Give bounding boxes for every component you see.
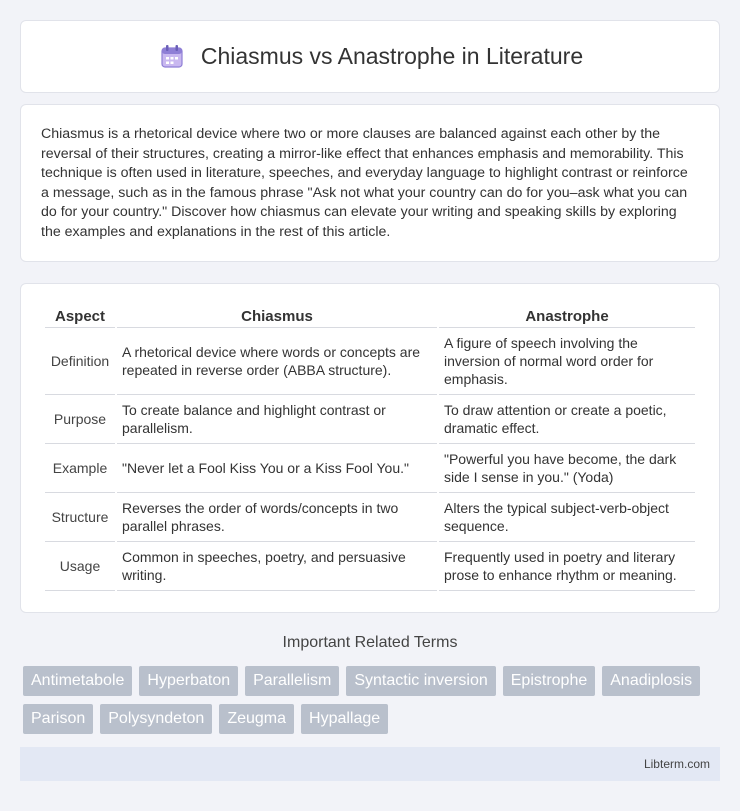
comparison-table-card: [20, 283, 720, 613]
table-row: [45, 493, 695, 542]
tag-hyperbaton[interactable]: Hyperbaton: [139, 666, 238, 696]
row-anastrophe: To draw attention or create a poetic, dramatic effect.: [439, 395, 695, 444]
row-anastrophe: Frequently used in poetry and literary prose to enhance rhythm or meaning.: [439, 542, 695, 591]
title-wrap: [157, 42, 583, 72]
comparison-table: [43, 304, 697, 591]
header-chiasmus: Chiasmus: [117, 304, 437, 328]
row-anastrophe: Alters the typical subject-verb-object sequence.: [439, 493, 695, 542]
table-row: [45, 542, 695, 591]
tag-hypallage[interactable]: Hypallage: [301, 704, 388, 734]
tag-anadiplosis[interactable]: Anadiplosis: [602, 666, 700, 696]
tag-parallelism[interactable]: Parallelism: [245, 666, 339, 696]
row-aspect: Purpose: [45, 395, 115, 444]
row-aspect: Example: [45, 444, 115, 493]
header-aspect: Aspect: [45, 304, 115, 328]
row-aspect: Structure: [45, 493, 115, 542]
related-tags: [23, 666, 723, 734]
tag-epistrophe[interactable]: Epistrophe: [503, 666, 596, 696]
row-anastrophe: A figure of speech involving the inversion of normal word order for emphasis.: [439, 328, 695, 395]
table-row: [45, 444, 695, 493]
tag-syntactic-inversion[interactable]: Syntactic inversion: [346, 666, 495, 696]
tag-polysyndeton[interactable]: Polysyndeton: [100, 704, 212, 734]
tag-parison[interactable]: Parison: [23, 704, 93, 734]
intro-text: Chiasmus is a rhetorical device where two or more clauses are balanced against each other by the reversal of their structures, creating a mirror-like effect that enhances emphasis and memorability. This technique is often used in literature, speeches, and everyday language to highlight contrast or reinforce a message, such as in the famous phrase "Ask not what your country can do for you–ask what you can do for your country." Discover how chiasmus can elevate your writing and speaking skills by exploring the examples and explanations in the rest of this article.: [41, 126, 688, 240]
header-anastrophe: Anastrophe: [439, 304, 695, 328]
intro-card: [20, 104, 720, 262]
table-row: [45, 395, 695, 444]
table-header-row: [45, 304, 695, 328]
table-row: [45, 328, 695, 395]
row-aspect: Definition: [45, 328, 115, 395]
row-chiasmus: "Never let a Fool Kiss You or a Kiss Fool You.": [117, 444, 437, 493]
tag-zeugma[interactable]: Zeugma: [219, 704, 294, 734]
row-chiasmus: To create balance and highlight contrast or parallelism.: [117, 395, 437, 444]
calendar-icon: [157, 42, 187, 72]
row-chiasmus: Reverses the order of words/concepts in two parallel phrases.: [117, 493, 437, 542]
header-card: [20, 20, 720, 93]
related-terms-title: Important Related Terms: [282, 634, 458, 651]
row-chiasmus: Common in speeches, poetry, and persuasive writing.: [117, 542, 437, 591]
tag-antimetabole[interactable]: Antimetabole: [23, 666, 132, 696]
page-title: Chiasmus vs Anastrophe in Literature: [200, 43, 584, 69]
footer-site-link[interactable]: Libterm.com: [643, 757, 710, 771]
row-chiasmus: A rhetorical device where words or concepts are repeated in reverse order (ABBA structure).: [117, 328, 437, 395]
row-aspect: Usage: [45, 542, 115, 591]
footer: [20, 747, 720, 781]
row-anastrophe: "Powerful you have become, the dark side I sense in you." (Yoda): [439, 444, 695, 493]
